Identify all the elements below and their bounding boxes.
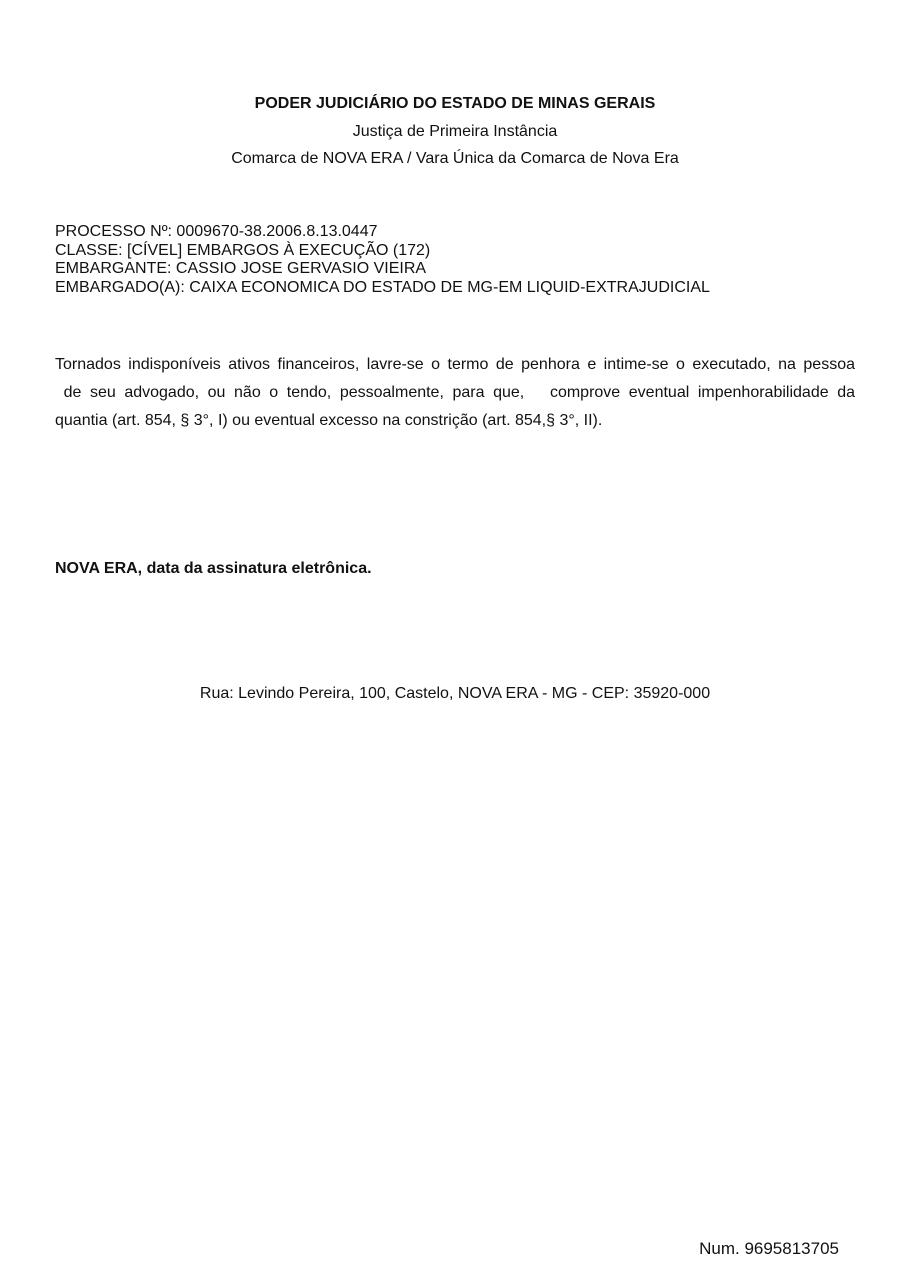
court-address: Rua: Levindo Pereira, 100, Castelo, NOVA ERA - MG - CEP: 35920-000 [199, 685, 711, 702]
case-class: CLASSE: [CÍVEL] EMBARGOS À EXECUÇÃO (172) [55, 241, 431, 259]
embargado: EMBARGADO(A): CAIXA ECONOMICA DO ESTADO DE MG-EM LIQUID-EXTRAJUDICIAL [55, 278, 710, 296]
order-text-line: Tornados indisponíveis ativos financeiros, lavre-se o termo de penhora e intime-se o executado, na pessoa [55, 356, 855, 373]
document-number: Num. 9695813705 [699, 1239, 839, 1258]
district-subtitle: Comarca de NOVA ERA / Vara Única da Comarca de Nova Era [231, 150, 679, 167]
order-text-line: quantia (art. 854, § 3°, I) ou eventual excesso na constrição (art. 854,§ 3°, II). [55, 412, 603, 429]
embargante: EMBARGANTE: CASSIO JOSE GERVASIO VIEIRA [55, 260, 427, 277]
order-text-line: de seu advogado, ou não o tendo, pessoalmente, para que, comprove eventual impenhorabilidade da [55, 384, 855, 401]
order-text [55, 351, 855, 435]
case-details [55, 223, 710, 297]
process-number: PROCESSO Nº: 0009670-38.2006.8.13.0447 [55, 223, 378, 240]
instance-subtitle: Justiça de Primeira Instância [352, 123, 558, 140]
court-title: PODER JUDICIÁRIO DO ESTADO DE MINAS GERAIS [254, 95, 656, 112]
closing-statement: NOVA ERA, data da assinatura eletrônica. [55, 560, 372, 577]
